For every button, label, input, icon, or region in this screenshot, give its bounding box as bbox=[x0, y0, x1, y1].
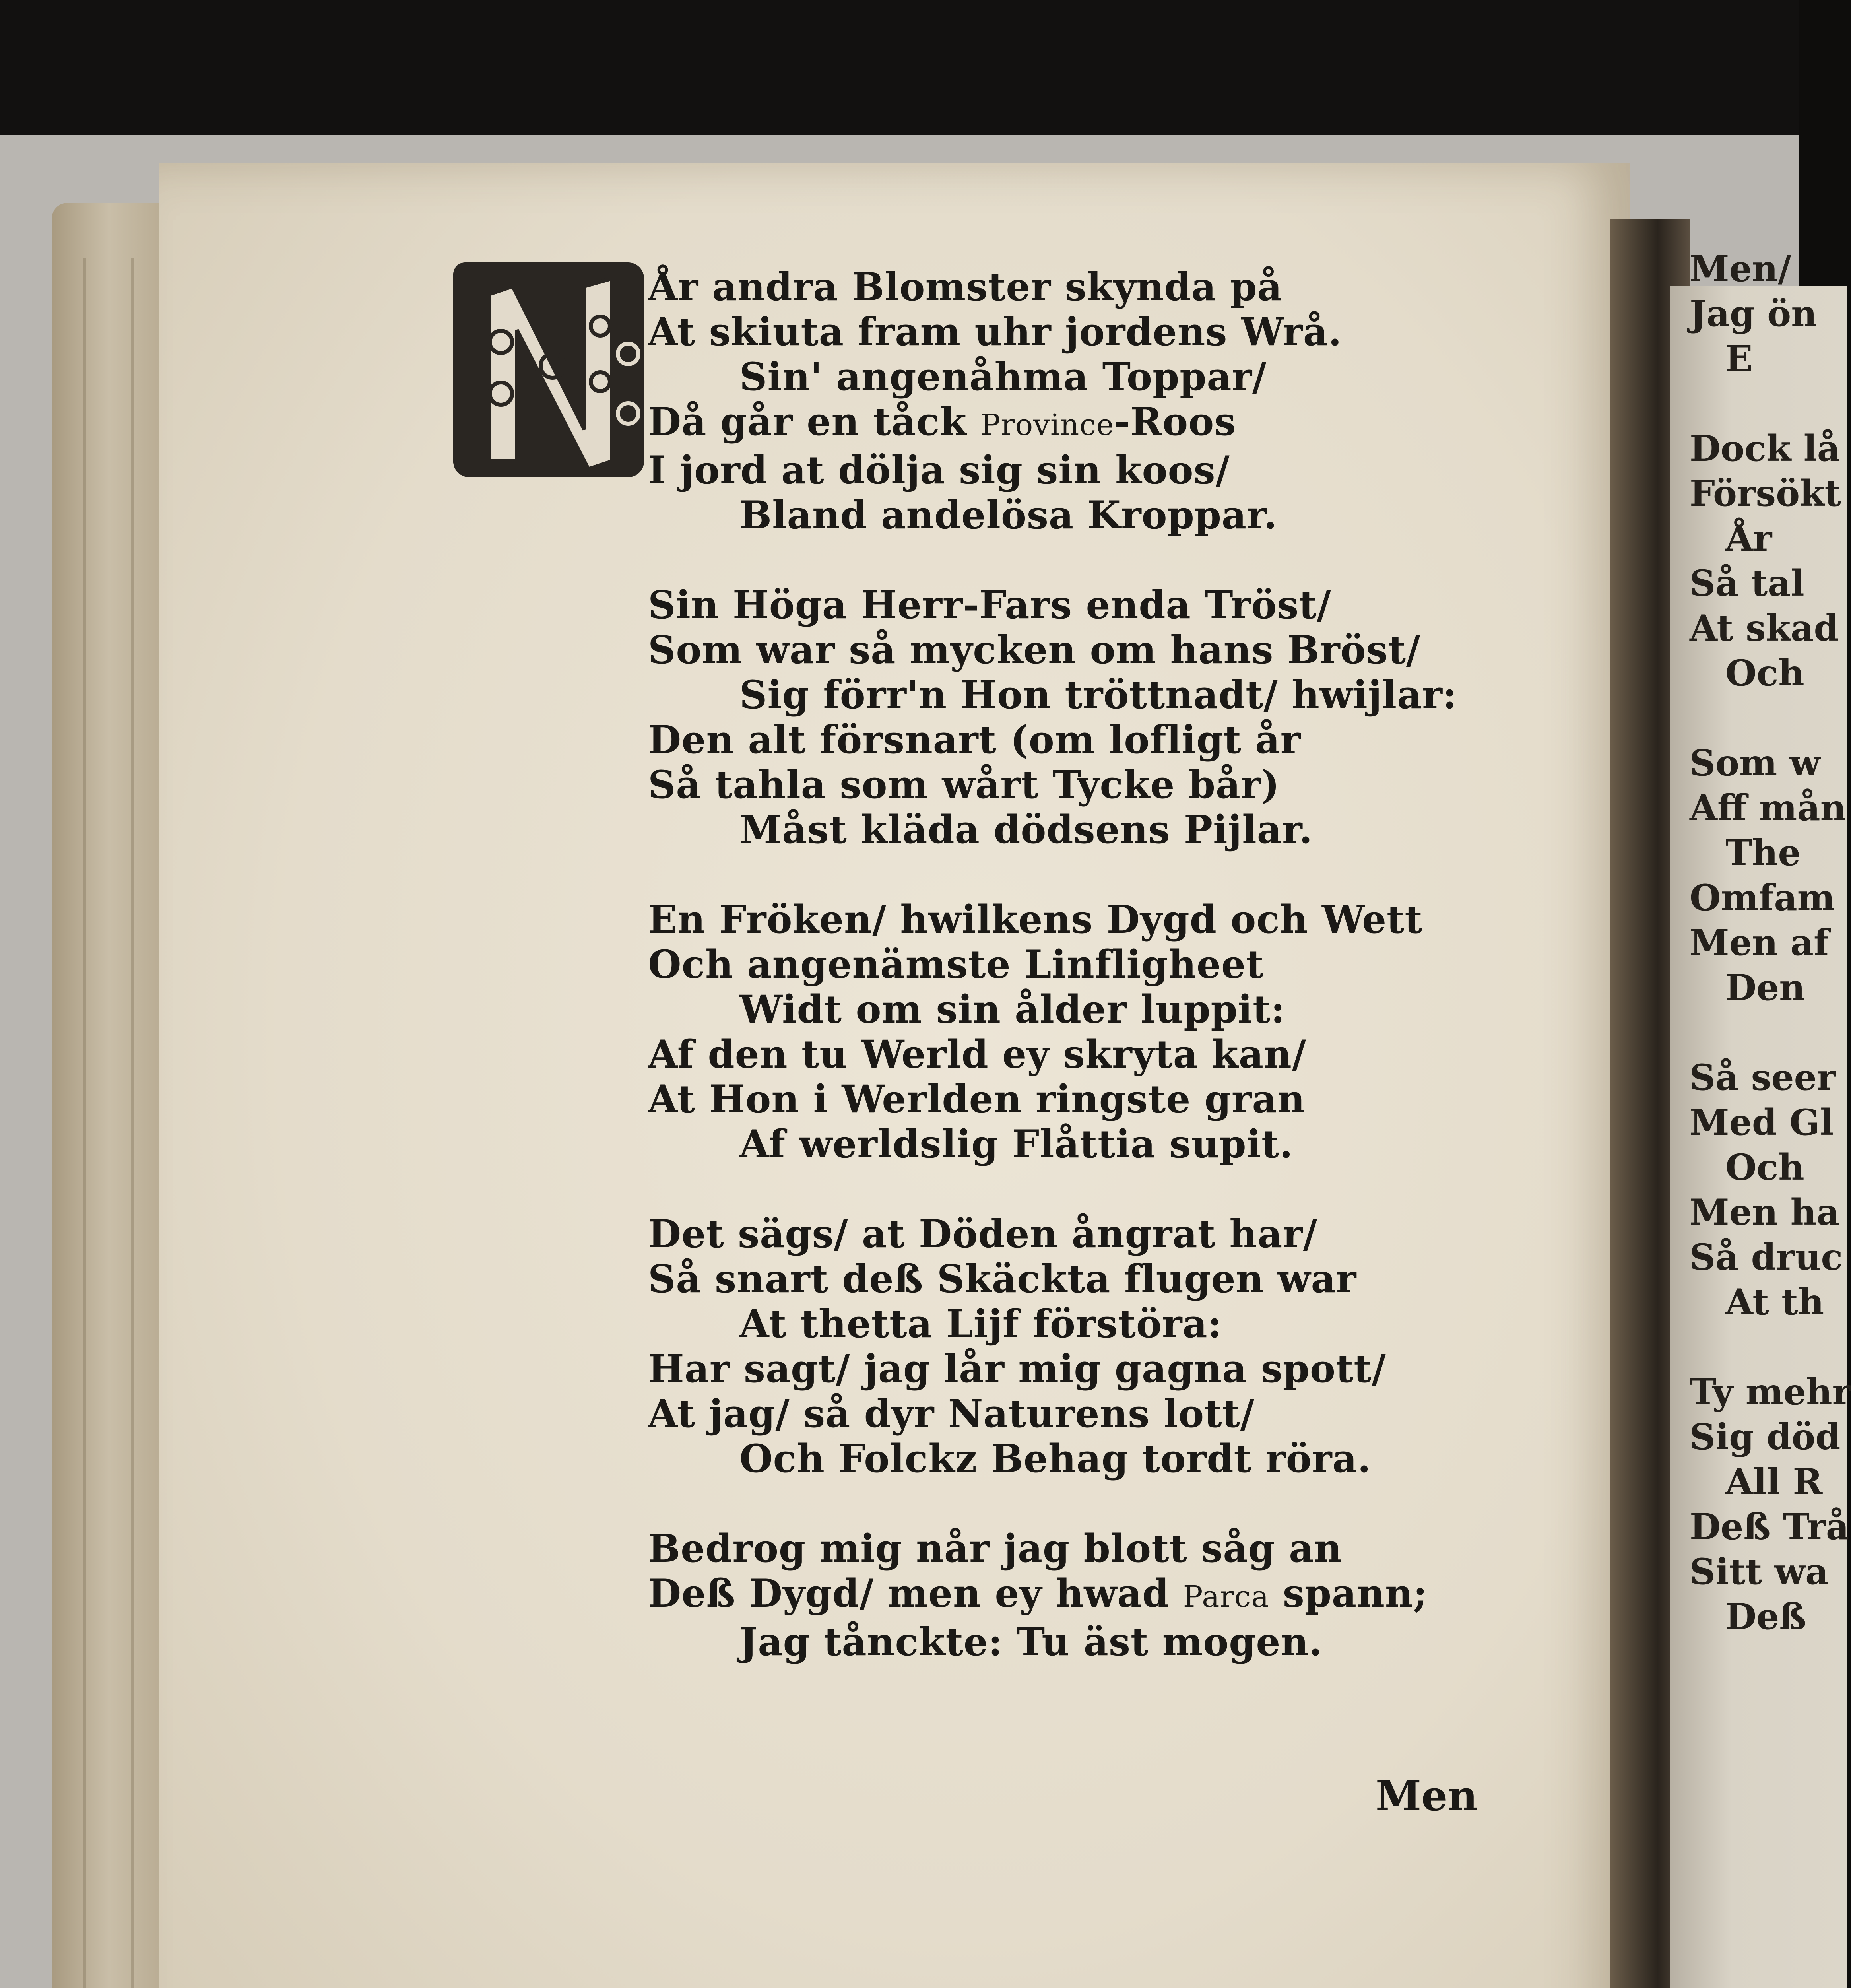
catchword: Men bbox=[1376, 1771, 1478, 1820]
poem-line bbox=[648, 399, 1523, 448]
right-line: Som w bbox=[1690, 742, 1821, 784]
poem-line: Och Folckz Behag tordt röra. bbox=[739, 1436, 1372, 1481]
poem-line: Af werldslig Flåttia supit. bbox=[739, 1122, 1293, 1167]
stanza-4 bbox=[648, 1211, 1523, 1481]
right-line: Men af bbox=[1690, 922, 1829, 964]
poem-line: Måst kläda dödsens Pijlar. bbox=[739, 807, 1313, 852]
poem-line bbox=[648, 1571, 1523, 1619]
right-line: Deß Trå bbox=[1690, 1506, 1849, 1548]
poem-line: Så tahla som wårt Tycke bår) bbox=[648, 762, 1280, 807]
background-top bbox=[0, 0, 1799, 143]
roman-word: Parca bbox=[1183, 1580, 1269, 1614]
right-line: Med Gl bbox=[1690, 1101, 1834, 1143]
stanza-5 bbox=[648, 1526, 1523, 1664]
poem-line: Den alt försnart (om lofligt år bbox=[648, 717, 1301, 762]
poem-line: Och angenämste Linfligheet bbox=[648, 942, 1264, 987]
right-line: Och bbox=[1725, 1146, 1804, 1188]
poem-line: Sin' angenåhma Toppar/ bbox=[739, 354, 1267, 399]
stanza-gap bbox=[1690, 696, 1799, 741]
right-line: Sig död bbox=[1690, 1416, 1841, 1458]
right-page-text bbox=[1690, 247, 1851, 1639]
right-line: Den bbox=[1725, 967, 1805, 1009]
stanza-gap bbox=[1690, 381, 1799, 426]
right-line: E bbox=[1725, 338, 1753, 380]
poem-line: Sin Höga Herr-Fars enda Tröst/ bbox=[648, 582, 1331, 627]
right-line: Deß bbox=[1725, 1596, 1806, 1638]
stanza-gap bbox=[1690, 1010, 1799, 1055]
poem-line: I jord at dölja sig sin koos/ bbox=[648, 448, 1230, 493]
page-edge-line bbox=[83, 258, 86, 1988]
right-line: Dock lå bbox=[1690, 427, 1841, 470]
poem-line: Widt om sin ålder luppit: bbox=[739, 987, 1285, 1032]
poem-line: At thetta Lijf förstöra: bbox=[739, 1301, 1222, 1346]
right-line: Men/ bbox=[1690, 248, 1791, 290]
stanza-3 bbox=[648, 897, 1523, 1167]
poem-line: Jag tånckte: Tu äst mogen. bbox=[739, 1619, 1323, 1664]
poem-line: År andra Blomster skynda på bbox=[648, 264, 1283, 309]
right-line: Ty mehr bbox=[1690, 1371, 1851, 1413]
poem-line: Har sagt/ jag lår mig gagna spott/ bbox=[648, 1346, 1386, 1391]
right-line: At skad bbox=[1690, 607, 1839, 649]
right-line: All R bbox=[1725, 1461, 1823, 1503]
right-line: Aff mån bbox=[1690, 787, 1847, 829]
poem-line: At Hon i Werlden ringste gran bbox=[648, 1077, 1306, 1122]
stanza-2 bbox=[648, 582, 1523, 852]
right-line: Försökt bbox=[1690, 472, 1841, 514]
right-line: Och bbox=[1725, 652, 1804, 694]
poem-line: Sig förr'n Hon tröttnadt/ hwijlar: bbox=[739, 672, 1457, 717]
right-line: Så druc bbox=[1690, 1236, 1843, 1278]
poem-line-part: Då går en tåck bbox=[648, 399, 981, 444]
initial-ornament bbox=[453, 262, 644, 477]
right-line: Så tal bbox=[1690, 562, 1804, 604]
poem-line-part: Deß Dygd/ men ey hwad bbox=[648, 1571, 1183, 1616]
roman-word: Province bbox=[980, 408, 1114, 442]
poem-line: Som war så mycken om hans Bröst/ bbox=[648, 627, 1420, 672]
right-line: Sitt wa bbox=[1690, 1551, 1829, 1593]
decorated-initial-n bbox=[453, 262, 644, 477]
right-line: Jag ön bbox=[1690, 293, 1817, 335]
poem-line: Af den tu Werld ey skryta kan/ bbox=[648, 1032, 1306, 1077]
poem-text bbox=[648, 264, 1523, 1709]
right-line: Men ha bbox=[1690, 1191, 1840, 1233]
stanza-1 bbox=[648, 264, 1523, 538]
poem-line: Det sägs/ at Döden ångrat har/ bbox=[648, 1211, 1317, 1256]
poem-line-part: spann; bbox=[1269, 1571, 1428, 1616]
right-line: At th bbox=[1725, 1281, 1824, 1323]
poem-line: Bedrog mig når jag blott såg an bbox=[648, 1526, 1343, 1571]
right-line: The bbox=[1725, 832, 1801, 874]
stanza-gap bbox=[1690, 1325, 1799, 1370]
poem-line: At jag/ så dyr Naturens lott/ bbox=[648, 1391, 1255, 1436]
poem-line: Så snart deß Skäckta flugen war bbox=[648, 1256, 1357, 1301]
poem-line: En Fröken/ hwilkens Dygd och Wett bbox=[648, 897, 1423, 942]
poem-line-part: -Roos bbox=[1114, 399, 1236, 444]
right-line: Omfam bbox=[1690, 877, 1835, 919]
right-line: År bbox=[1725, 517, 1772, 559]
poem-line: At skiuta fram uhr jordens Wrå. bbox=[648, 309, 1342, 354]
page-edge-line bbox=[131, 258, 134, 1988]
poem-line: Bland andelösa Kroppar. bbox=[739, 493, 1278, 538]
right-line: Så seer bbox=[1690, 1056, 1836, 1099]
